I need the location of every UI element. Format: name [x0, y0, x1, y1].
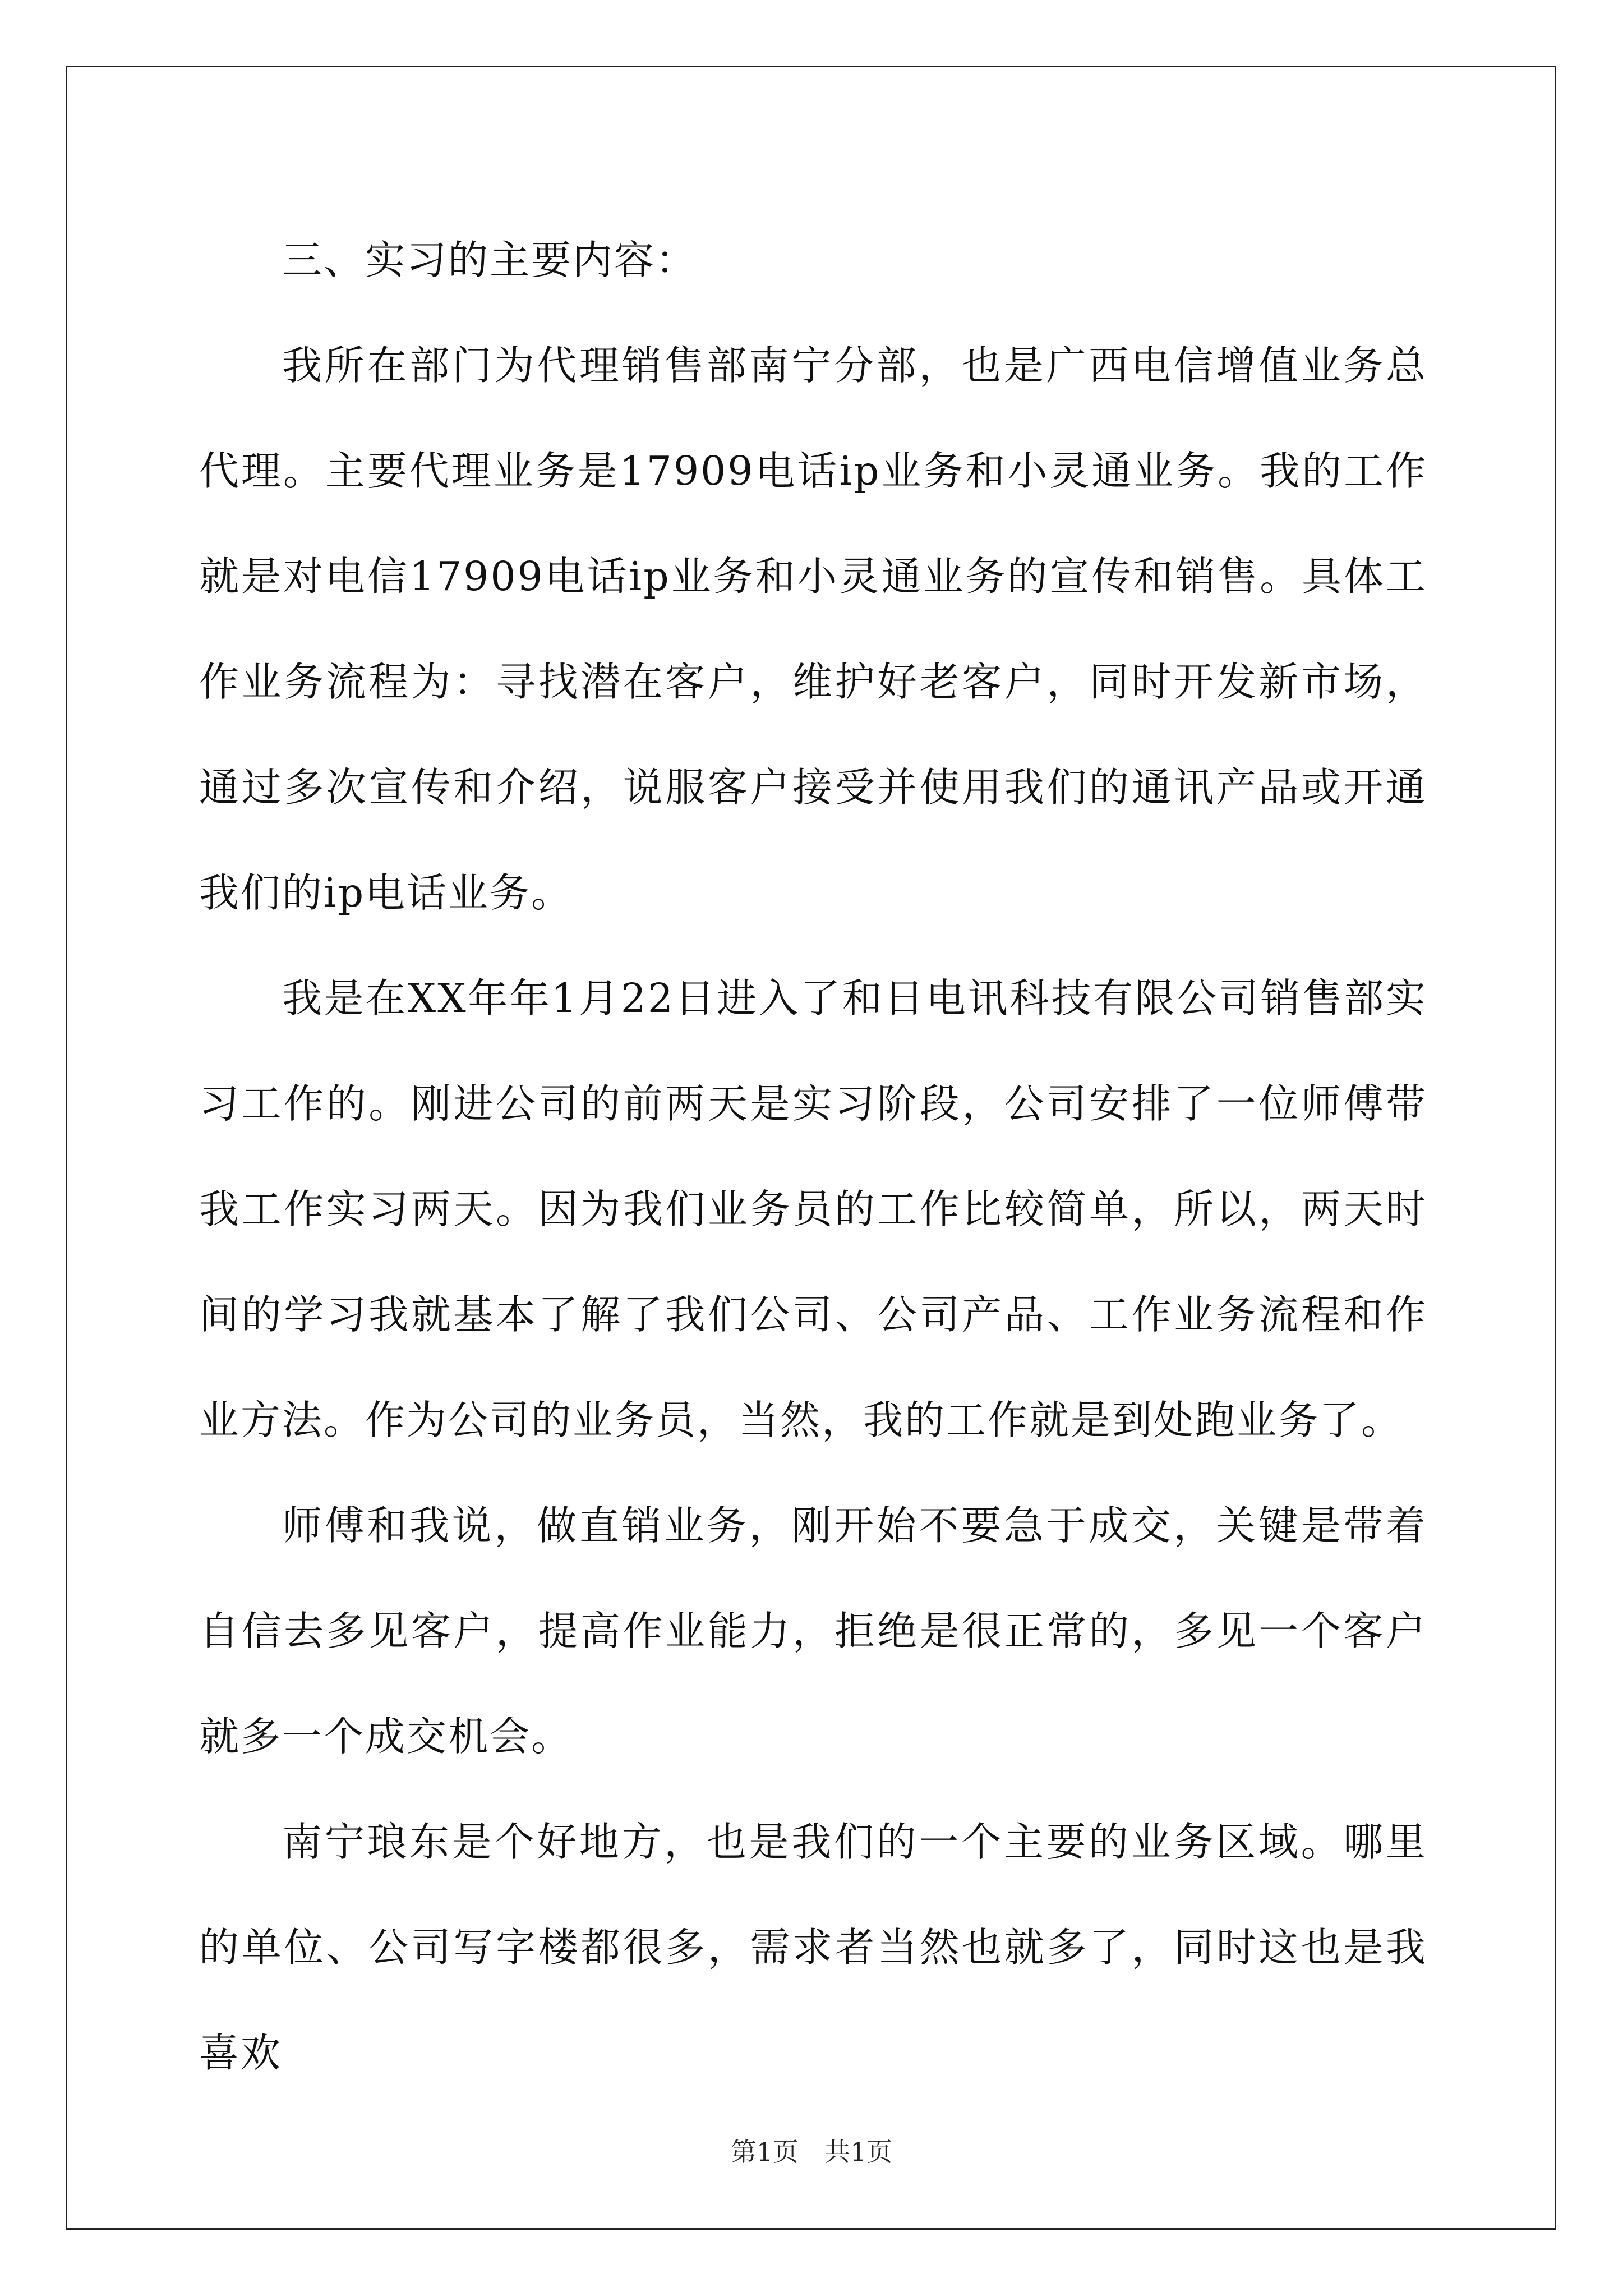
- paragraph: 我所在部门为代理销售部南宁分部，也是广西电信增值业务总代理。主要代理业务是17909电话ip业务和小灵通业务。我的工作就是对电信17909电话ip业务和小灵通业务的宣传和销售。具体工作业务流程为：寻找潜在客户，维护好老客户，同时开发新市场，通过多次宣传和介绍，说服客户接受并使用我们的通讯产品或开通我们的ip电话业务。: [199, 342, 1427, 916]
- section-heading: 三、实习的主要内容：: [282, 237, 698, 283]
- paragraph: 师傅和我说，做直销业务，刚开始不要急于成交，关键是带着自信去多见客户，提高作业能力，拒绝是很正常的，多见一个客户就多一个成交机会。: [199, 1502, 1427, 1760]
- page-footer: 第1页 共1页: [730, 2137, 893, 2167]
- document-body: [199, 208, 1427, 2106]
- paragraph: 我是在XX年年1月22日进入了和日电讯科技有限公司销售部实习工作的。刚进公司的前两天是实习阶段，公司安排了一位师傅带我工作实习两天。因为我们业务员的工作比较简单，所以，两天时间的学习我就基本了解了我们公司、公司产品、工作业务流程和作业方法。作为公司的业务员，当然，我的工作就是到处跑业务了。: [199, 975, 1427, 1443]
- paragraph: 南宁琅东是个好地方，也是我们的一个主要的业务区域。哪里的单位、公司写字楼都很多，需求者当然也就多了，同时这也是我喜欢: [199, 1819, 1427, 2076]
